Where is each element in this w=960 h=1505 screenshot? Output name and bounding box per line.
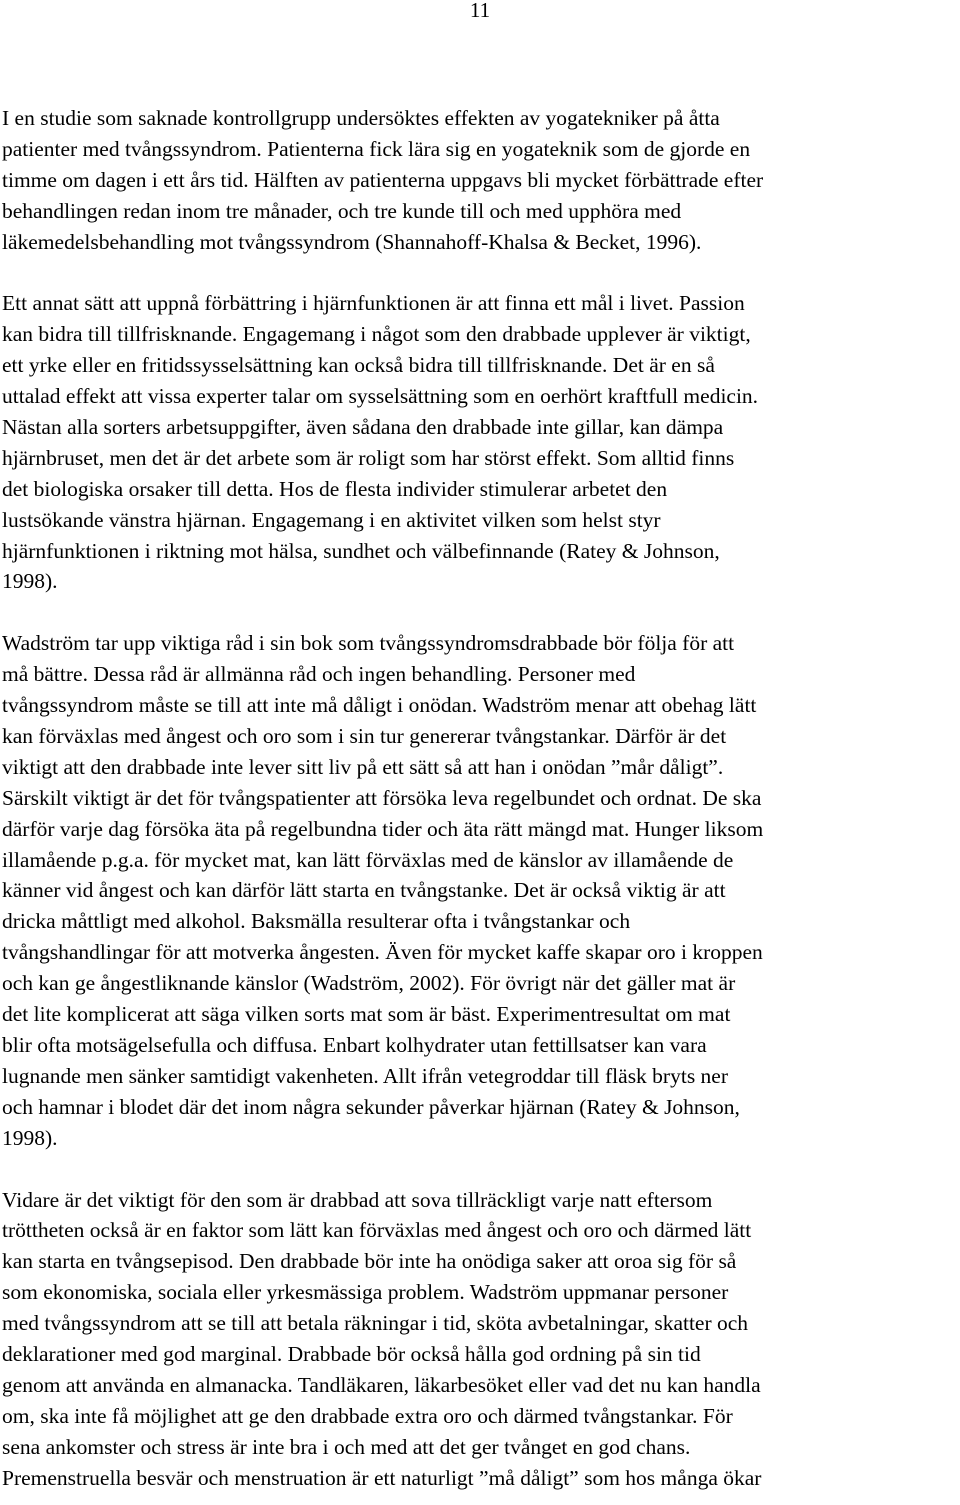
text-line: hjärnbruset, men det är det arbete som är roligt som har störst effekt. Som alltid finns <box>2 445 735 470</box>
text-line: om, ska inte få möjlighet att ge den drabbade extra oro och därmed tvångstankar. För <box>2 1403 733 1428</box>
text-line: timme om dagen i ett års tid. Hälften av patienterna uppgavs bli mycket förbättrade efter <box>2 167 764 192</box>
text-line: och kan ge ångestliknande känslor (Wadström, 2002). För övrigt när det gäller mat är <box>2 971 736 996</box>
text-line: med tvångssyndrom att se till att betala räkningar i tid, sköta avbetalningar, skatter och <box>2 1311 749 1336</box>
text-line: tröttheten också är en faktor som lätt kan förväxlas med ångest och oro och därmed lätt <box>2 1218 752 1243</box>
text-line: I en studie som saknade kontrollgrupp undersöktes effekten av yogatekniker på åtta <box>2 106 720 130</box>
paragraph-spacer <box>2 257 960 288</box>
paragraph-sleep-and-order <box>2 1185 960 1494</box>
text-line: Wadström tar upp viktiga råd i sin bok som tvångssyndromsdrabbade bör följa för att <box>2 631 735 656</box>
text-line: illamående p.g.a. för mycket mat, kan lätt förväxlas med de känslor av illamående de <box>2 847 734 872</box>
text-line: deklarationer med god marginal. Drabbade bör också hålla god ordning på sin tid <box>2 1341 701 1366</box>
text-line: patienter med tvångssyndrom. Patienterna fick lära sig en yogateknik som de gjorde en <box>2 136 751 161</box>
text-line: Särskilt viktigt är det för tvångspatienter att försöka leva regelbundet och ordnat. De ska <box>2 785 762 810</box>
text-line: Ett annat sätt att uppnå förbättring i hjärnfunktionen är att finna ett mål i livet. Passion <box>2 291 745 316</box>
document-body <box>2 103 960 1493</box>
text-line: viktigt att den drabbade inte lever sitt liv på ett sätt så att han i onödan ”mår dåligt”. <box>2 754 724 779</box>
paragraph-yoga-study <box>2 103 960 257</box>
text-line: lustsökande vänstra hjärnan. Engagemang i en aktivitet vilken som helst styr <box>2 507 661 532</box>
text-line: det biologiska orsaker till detta. Hos de flesta individer stimulerar arbetet den <box>2 476 668 501</box>
paragraph-purpose-in-life <box>2 288 960 597</box>
text-line: sena ankomster och stress är inte bra i och med att det ger tvånget en god chans. <box>2 1434 691 1459</box>
text-line: Nästan alla sorters arbetsuppgifter, även sådana den drabbade inte gillar, kan dämpa <box>2 415 724 440</box>
text-line: därför varje dag försöka äta på regelbundna tider och äta rätt mängd mat. Hunger liksom <box>2 816 764 841</box>
text-line: kan starta en tvångsepisod. Den drabbade bör inte ha onödiga saker att oroa sig för så <box>2 1249 737 1274</box>
text-line: 1998). <box>2 1125 58 1150</box>
text-line: blir ofta motsägelsefulla och diffusa. Enbart kolhydrater utan fettillsatser kan vara <box>2 1032 707 1057</box>
text-line: tvångssyndrom måste se till att inte må dåligt i onödan. Wadström menar att obehag lätt <box>2 693 757 718</box>
text-line: och hamnar i blodet där det inom några sekunder påverkar hjärnan (Ratey & Johnson, <box>2 1094 740 1119</box>
page-number: 11 <box>469 0 491 22</box>
paragraph-spacer <box>2 1154 960 1185</box>
text-line: må bättre. Dessa råd är allmänna råd och ingen behandling. Personer med <box>2 662 636 687</box>
text-line: tvångshandlingar för att motverka ångesten. Även för mycket kaffe skapar oro i kroppen <box>2 940 763 965</box>
paragraph-wadstrom-advice <box>2 628 960 1153</box>
text-line: kan förväxlas med ångest och oro som i sin tur genererar tvångstankar. Därför är det <box>2 724 727 749</box>
text-line: Vidare är det viktigt för den som är drabbad att sova tillräckligt varje natt eftersom <box>2 1187 713 1212</box>
text-line: behandlingen redan inom tre månader, och tre kunde till och med upphöra med <box>2 198 682 223</box>
text-line: dricka måttligt med alkohol. Baksmälla resulterar ofta i tvångstankar och <box>2 909 631 934</box>
paragraph-spacer <box>2 597 960 628</box>
text-line: 1998). <box>2 569 58 594</box>
text-line: genom att använda en almanacka. Tandläkaren, läkarbesöket eller vad det nu kan handla <box>2 1372 761 1397</box>
text-line: som ekonomiska, sociala eller yrkesmässiga problem. Wadström uppmanar personer <box>2 1280 729 1305</box>
text-line: läkemedelsbehandling mot tvångssyndrom (Shannahoff-Khalsa & Becket, 1996). <box>2 229 702 254</box>
text-line: uttalad effekt att vissa experter talar om sysselsättning som en oerhört kraftfull medicin. <box>2 384 759 409</box>
text-line: det lite komplicerat att säga vilken sorts mat som är bäst. Experimentresultat om mat <box>2 1002 731 1027</box>
text-line: kan bidra till tillfrisknande. Engagemang i något som den drabbade upplever är viktigt, <box>2 322 751 347</box>
text-line: lugnande men sänker samtidigt vakenheten. Allt ifrån vetegroddar till fläsk bryts ner <box>2 1063 729 1088</box>
text-line: känner vid ångest och kan därför lätt starta en tvångstanke. Det är också viktig är att <box>2 878 726 903</box>
text-line: ett yrke eller en fritidssysselsättning kan också bidra till tillfrisknande. Det är en så <box>2 353 715 378</box>
text-line: Premenstruella besvär och menstruation är ett naturligt ”må dåligt” som hos många ökar <box>2 1465 762 1490</box>
text-line: hjärnfunktionen i riktning mot hälsa, sundhet och välbefinnande (Ratey & Johnson, <box>2 538 720 563</box>
